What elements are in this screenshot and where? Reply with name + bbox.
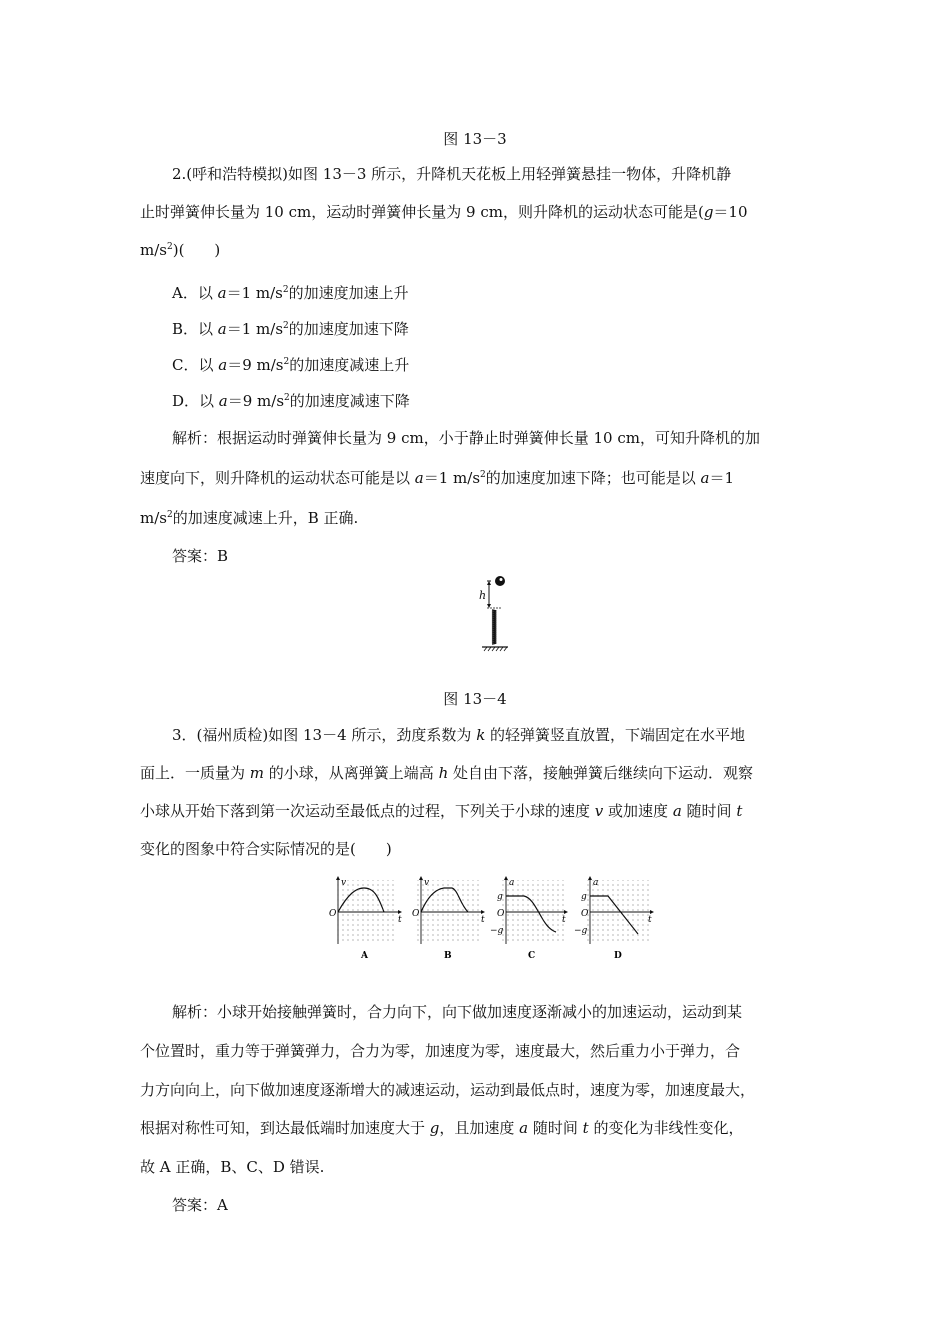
x-axis-arrow — [650, 910, 654, 914]
h-arrow-up — [487, 581, 491, 585]
y-axis-arrow — [336, 876, 340, 880]
y-axis-arrow — [504, 876, 508, 880]
q2-text: ＝10 — [713, 203, 748, 221]
q3-line-4: 变化的图象中符合实际情况的是( ) — [140, 840, 392, 858]
q2-analysis-2 — [140, 467, 734, 488]
q3-line-3 — [140, 800, 742, 821]
option-text: ＝1 m/s — [226, 320, 284, 338]
variable-a: a — [672, 802, 682, 820]
q3-line-2 — [140, 762, 753, 783]
superscript: 2 — [166, 242, 173, 252]
superscript: 2 — [480, 470, 486, 480]
variable-g: g — [703, 203, 714, 221]
q3-text: 处自由下落，接触弹簧后继续向下运动．观察 — [448, 764, 754, 782]
q2-option-b — [172, 318, 409, 339]
variable-v: v — [594, 802, 604, 820]
graph-c — [490, 876, 568, 961]
option-label: D．以 — [172, 392, 219, 410]
option-text: 的加速度减速下降 — [289, 392, 410, 410]
ball-highlight — [500, 578, 503, 581]
option-text: ＝1 m/s — [226, 284, 283, 302]
h-label: h — [479, 589, 487, 602]
q3-text: 或加速度 — [603, 802, 673, 820]
variable-g: g — [429, 1119, 440, 1137]
analysis-text: ＝1 — [709, 469, 735, 487]
option-text: 的加速度加速上升 — [288, 284, 409, 302]
ball — [495, 576, 505, 586]
graph-letter: B — [444, 951, 452, 961]
q3-text: 3．(福州质检)如图 13－4 所示，劲度系数为 — [172, 726, 477, 744]
variable-k: k — [476, 726, 486, 744]
variable-a: a — [414, 469, 424, 487]
variable-a: a — [217, 320, 227, 338]
q3-text: 的轻弹簧竖直放置，下端固定在水平地 — [485, 726, 746, 744]
q2-line-3 — [140, 239, 220, 260]
neg-g-label: −g — [574, 926, 588, 936]
q2-option-c — [172, 354, 409, 375]
analysis-text: ＝1 m/s — [423, 469, 481, 487]
variable-t: t — [736, 802, 743, 820]
analysis-text: 随时间 — [528, 1119, 583, 1137]
y-axis-arrow — [419, 876, 423, 880]
y-axis-label: a — [593, 878, 599, 888]
spring-coil — [492, 610, 496, 644]
superscript: 2 — [284, 393, 290, 403]
neg-g-label: −g — [490, 926, 504, 936]
q2-text: m/s — [140, 241, 167, 259]
graph-a — [329, 876, 402, 961]
superscript: 2 — [282, 285, 289, 295]
variable-a: a — [218, 356, 228, 374]
h-arrow-down — [487, 604, 491, 608]
x-axis-label: t — [481, 915, 485, 925]
g-label: g — [581, 892, 587, 902]
figure-caption-13-3: 图 13－3 — [443, 130, 507, 148]
x-axis-label: t — [648, 915, 652, 925]
graph-letter: D — [614, 951, 622, 961]
variable-t: t — [582, 1119, 589, 1137]
superscript: 2 — [166, 510, 173, 520]
y-axis-label: a — [509, 878, 515, 888]
variable-h: h — [438, 764, 449, 782]
x-axis-arrow — [481, 910, 485, 914]
q2-line-1 — [172, 163, 731, 184]
q2-answer: 答案：B — [172, 547, 229, 565]
q3-text: 的小球，从离弹簧上端高 — [264, 764, 439, 782]
analysis-text: 的加速度加速下降；也可能是以 — [485, 469, 701, 487]
origin-label: O — [329, 909, 337, 919]
y-axis-arrow — [588, 876, 592, 880]
option-text: ＝9 m/s — [227, 392, 285, 410]
q3-analysis-5: 故 A 正确，B、C、D 错误. — [140, 1158, 325, 1176]
variable-a: a — [218, 392, 228, 410]
q2-analysis-1 — [172, 427, 760, 448]
variable-a: a — [519, 1119, 529, 1137]
analysis-text: m/s — [140, 509, 167, 527]
q3-analysis-1: 解析：小球开始接触弹簧时，合力向下，向下做加速度逐渐减小的加速运动，运动到某 — [172, 1003, 743, 1021]
q3-line-1 — [172, 724, 745, 745]
q3-text: 小球从开始下落到第一次运动至最低点的过程，下列关于小球的速度 — [140, 802, 595, 820]
variable-m: m — [249, 764, 265, 782]
option-label: B．以 — [172, 320, 218, 338]
q3-text: 面上．一质量为 — [140, 764, 250, 782]
graph-letter: A — [361, 951, 368, 961]
variable-a: a — [217, 284, 227, 302]
origin-label: O — [581, 909, 589, 919]
y-axis-label: v — [424, 878, 430, 888]
option-label: C．以 — [172, 356, 219, 374]
graph-options — [322, 874, 662, 966]
q2-text: )( ) — [172, 241, 221, 259]
q2-text: 2.(呼和浩特模拟)如图 13－3 所示，升降机天花板上用轻弹簧悬挂一物体，升降机静 — [172, 165, 732, 183]
origin-label: O — [497, 909, 505, 919]
q3-analysis-2: 个位置时，重力等于弹簧弹力，合力为零，加速度为零，速度最大，然后重力小于弹力，合 — [140, 1042, 741, 1060]
analysis-text: 解析：根据运动时弹簧伸长量为 9 cm，小于静止时弹簧伸长量 10 cm，可知升降机的加 — [172, 429, 760, 447]
q2-option-a — [172, 282, 409, 303]
q2-option-d — [172, 390, 410, 411]
graph-d — [574, 876, 654, 961]
x-axis-label: t — [562, 915, 566, 925]
analysis-text: 根据对称性可知，到达最低端时加速度大于 — [140, 1119, 430, 1137]
superscript: 2 — [283, 357, 290, 367]
option-text: 的加速度加速下降 — [288, 320, 409, 338]
q3-answer: 答案：A — [172, 1196, 228, 1214]
graph-letter: C — [528, 951, 536, 961]
origin-label: O — [412, 909, 420, 919]
q3-analysis-3: 力方向向上，向下做加速度逐渐增大的减速运动，运动到最低点时，速度为零，加速度最大， — [140, 1081, 756, 1099]
y-axis-label: v — [341, 878, 347, 888]
q2-line-2 — [140, 201, 748, 222]
analysis-text: 的变化为非线性变化， — [588, 1119, 744, 1137]
x-axis-arrow — [564, 910, 568, 914]
q3-text: 随时间 — [681, 802, 737, 820]
analysis-text: 速度向下，则升降机的运动状态可能是以 — [140, 469, 415, 487]
analysis-text: 的加速度减速上升，B 正确. — [172, 509, 359, 527]
x-axis-label: t — [398, 915, 402, 925]
q3-analysis-4 — [140, 1117, 743, 1138]
analysis-text: ，且加速度 — [439, 1119, 520, 1137]
superscript: 2 — [283, 321, 289, 331]
option-text: ＝9 m/s — [227, 356, 284, 374]
x-axis-arrow — [398, 910, 402, 914]
spring-ball-figure — [470, 572, 520, 658]
option-label: A．以 — [172, 284, 218, 302]
q2-analysis-3 — [140, 507, 358, 528]
graph-b — [412, 876, 485, 961]
g-label: g — [497, 892, 503, 902]
option-text: 的加速度减速上升 — [289, 356, 410, 374]
figure-caption-13-4: 图 13－4 — [443, 690, 507, 708]
variable-a: a — [700, 469, 710, 487]
q2-text: 止时弹簧伸长量为 10 cm，运动时弹簧伸长量为 9 cm，则升降机的运动状态可能是( — [140, 203, 704, 221]
